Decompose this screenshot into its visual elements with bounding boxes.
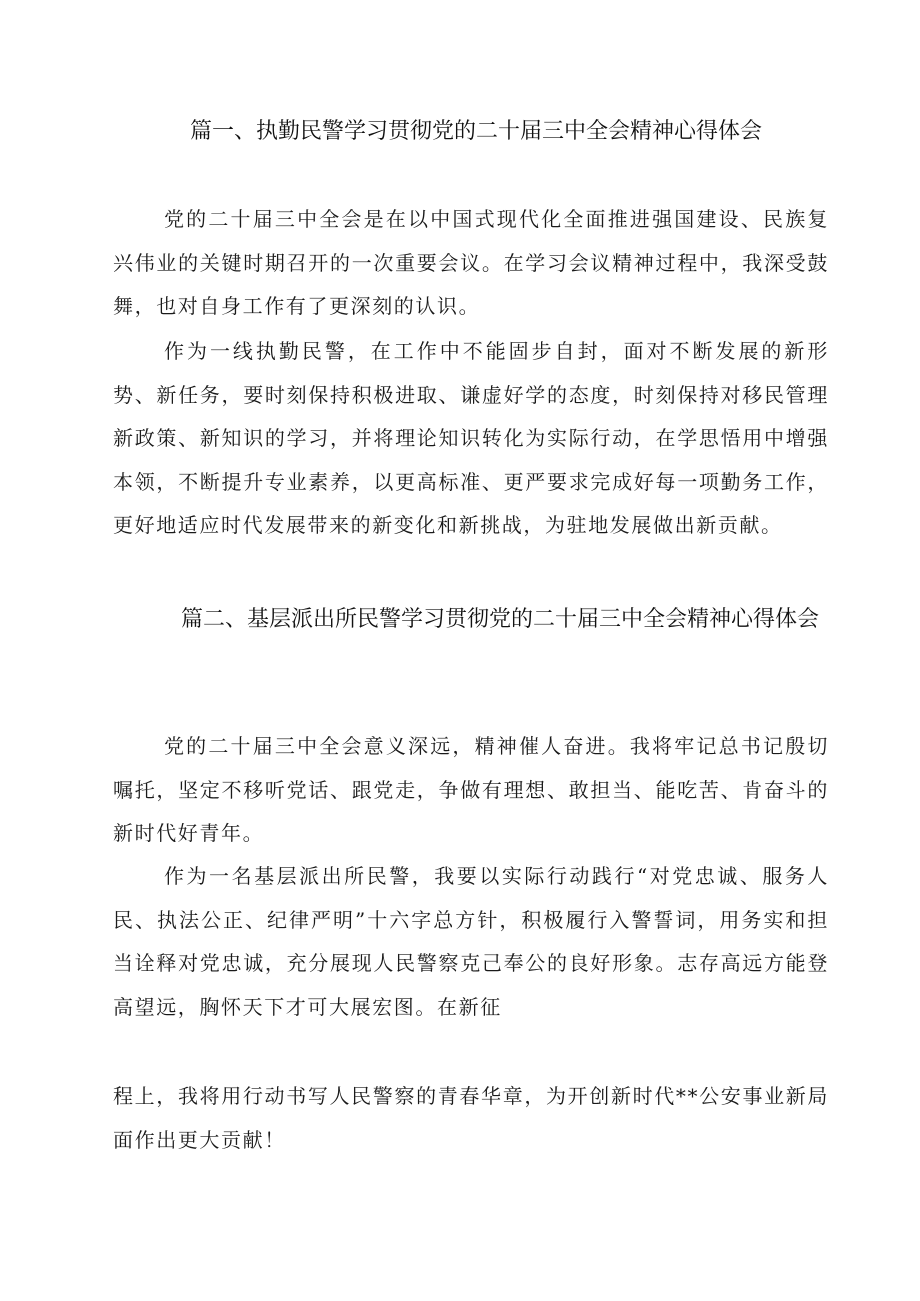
section2-paragraph-3: 程上，我将用行动书写人民警察的青春华章，为开创新时代**公安事业新局面作出更大贡献！ [113,1084,829,1152]
section1-paragraph-1: 党的二十届三中全会是在以中国式现代化全面推进强国建设、民族复兴伟业的关键时期召开的一次重要会议。在学习会议精神过程中，我深受鼓舞，也对自身工作有了更深刻的认识。 [113,207,829,318]
section2-paragraph-2: 作为一名基层派出所民警，我要以实际行动践行“对党忠诚、服务人民、执法公正、纪律严明”十六字总方针，积极履行入警誓词，用务实和担当诠释对党忠诚，充分展现人民警察克己奉公的良好形象。志存高远方能登高望远，胸怀天下才可大展宏图。在新征 [113,864,829,1019]
section2-paragraph-1: 党的二十届三中全会意义深远，精神催人奋进。我将牢记总书记殷切嘱托，坚定不移听党话、跟党走，争做有理想、敢担当、能吃苦、肯奋斗的新时代好青年。 [113,734,829,845]
section1-paragraph-2: 作为一线执勤民警，在工作中不能固步自封，面对不断发展的新形势、新任务，要时刻保持积极进取、谦虚好学的态度，时刻保持对移民管理新政策、新知识的学习，并将理论知识转化为实际行动，在学思悟用中增强本领，不断提升专业素养，以更高标准、更严要求完成好每一项勤务工作，更好地适应时代发展带来的新变化和新挑战，为驻地发展做出新贡献。 [113,339,829,537]
section2-title: 篇二、基层派出所民警学习贯彻党的二十届三中全会精神心得体会 [180,607,819,632]
section1-title: 篇一、执勤民警学习贯彻党的二十届三中全会精神心得体会 [189,119,762,144]
